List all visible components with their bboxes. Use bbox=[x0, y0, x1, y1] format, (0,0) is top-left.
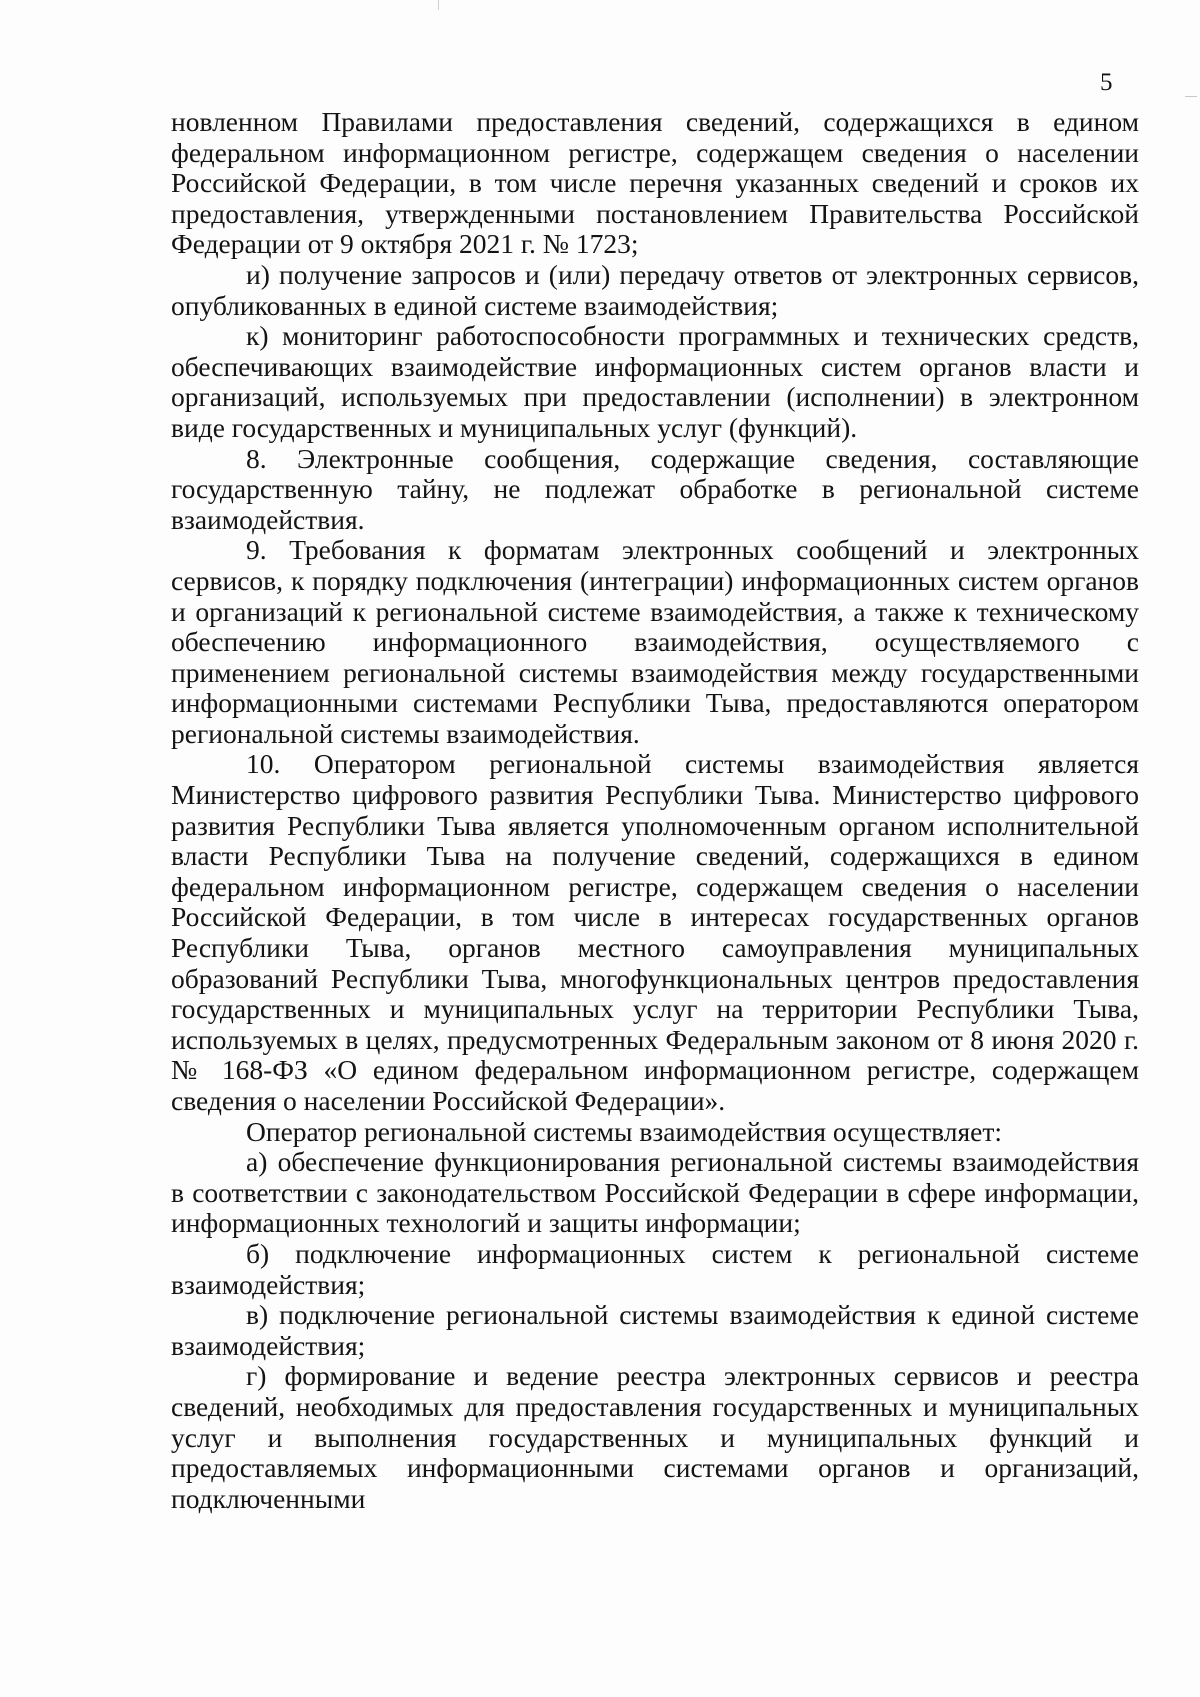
paragraph-item-v: в) подключение региональной системы взаимодействия к единой системе взаимодействия; bbox=[171, 1299, 1139, 1361]
paragraph-clause-9: 9. Требования к форматам электронных сообщений и электронных сервисов, к порядку подключения (интеграции) информационных систем органов и организаций к региональной системе взаимодействия, а также к техническому обеспечению информационного взаимодействия, осуществляемого с применением региональной системы взаимодействия между государственными информационными системами Республики Тыва, предоставляются оператором региональной системы взаимодействия. bbox=[171, 534, 1139, 749]
paragraph-clause-8: 8. Электронные сообщения, содержащие сведения, составляющие государственную тайну, не подлежат обработке в региональной системе взаимодействия. bbox=[171, 442, 1139, 535]
document-body bbox=[171, 107, 1139, 1514]
paragraph-clause-10: 10. Оператором региональной системы взаимодействия является Министерство цифрового развития Республики Тыва. Министерство цифрового развития Республики Тыва является уполномоченным органом исполнительной власти Республики Тыва на получение сведений, содержащихся в едином федеральном информационном регистре, содержащем сведения о населении Российской Федерации, в том числе в интересах государственных органов Республики Тыва, органов местного самоуправления муниципальных образований Республики Тыва, многофункциональных центров предоставления государственных и муниципальных услуг на территории Республики Тыва, используемых в целях, предусмотренных Федеральным законом от 8 июня 2020 г. № 168-ФЗ «О едином федеральном информационном регистре, содержащем сведения о населении Российской Федерации». bbox=[171, 748, 1139, 1116]
scan-artifact-right bbox=[1185, 96, 1197, 97]
paragraph-item-i: и) получение запросов и (или) передачу ответов от электронных сервисов, опубликованных в единой системе взаимодействия; bbox=[171, 258, 1139, 321]
paragraph-item-k: к) мониторинг работоспособности программных и технических средств, обеспечивающих взаимодействие информационных систем органов власти и организаций, используемых при предоставлении (исполнении) в электронном виде государственных и муниципальных услуг (функций). bbox=[171, 320, 1139, 443]
page-number: 5 bbox=[1100, 69, 1113, 96]
paragraph-item-g: г) формирование и ведение реестра электронных сервисов и реестра сведений, необходимых для предоставления государственных и муниципальных услуг и выполнения государственных и муниципальных функций и предоставляемых информационными системами органов и организаций, подключенными bbox=[171, 1360, 1139, 1514]
paragraph-operator-intro: Оператор региональной системы взаимодействия осуществляет: bbox=[246, 1115, 1003, 1147]
scan-artifact-top bbox=[438, 0, 439, 10]
paragraph-item-a: а) обеспечение функционирования региональной системы взаимодействия в соответствии с законодательством Российской Федерации в сфере информации, информационных технологий и защиты информации; bbox=[171, 1146, 1139, 1239]
paragraph-continuation: новленном Правилами предоставления сведений, содержащихся в едином федеральном информационном регистре, содержащем сведения о населении Российской Федерации, в том числе перечня указанных сведений и сроков их предоставления, утвержденными постановлением Правительства Российской Федерации от 9 октября 2021 г. № 1723; bbox=[171, 106, 1139, 260]
paragraph-item-b: б) подключение информационных систем к региональной системе взаимодействия; bbox=[171, 1237, 1139, 1300]
